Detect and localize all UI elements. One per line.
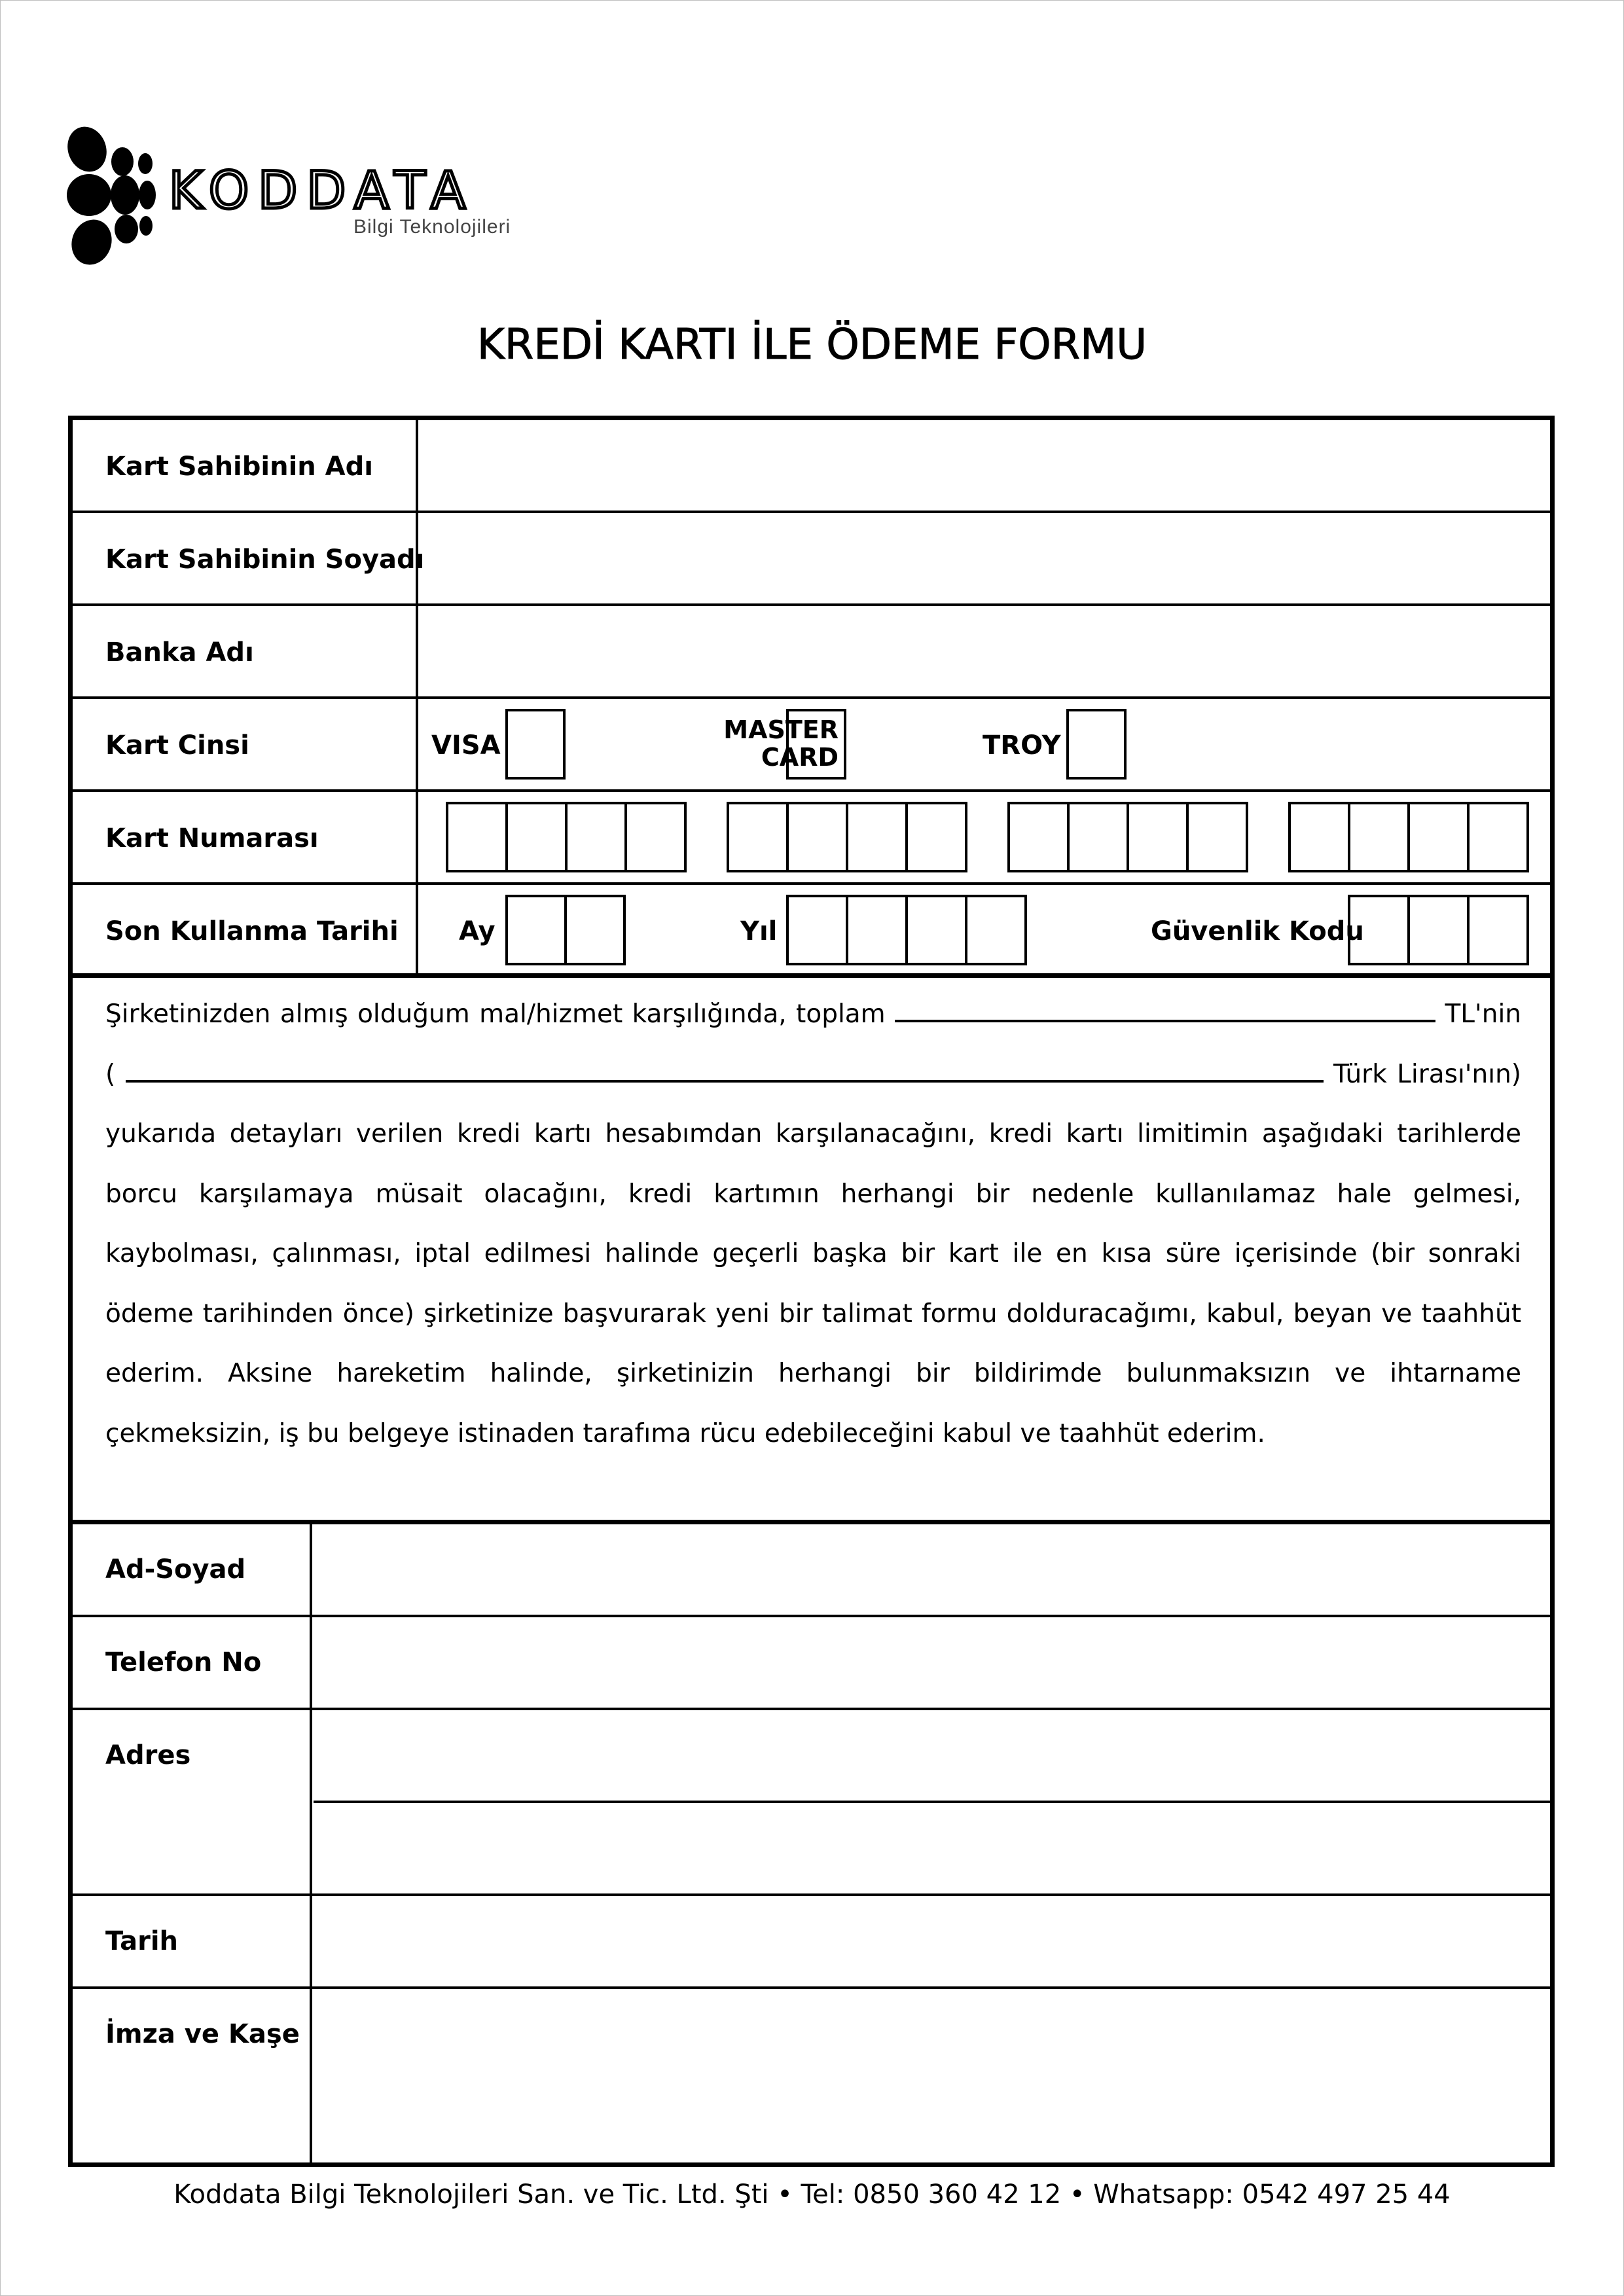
row-expiry xyxy=(73,885,1550,978)
total-amount-blank[interactable] xyxy=(895,1013,1435,1022)
declaration-line2-end: Türk Lirası'nın) xyxy=(1333,1059,1521,1089)
declaration-line1-start: Şirketinizden almış olduğum mal/hizmet karşılığında, toplam xyxy=(105,999,886,1029)
troy-label: TROY xyxy=(983,730,1061,761)
amount-in-words-blank[interactable] xyxy=(126,1073,1324,1083)
logo-dots-icon xyxy=(65,124,170,272)
address-field-line-2[interactable] xyxy=(314,1803,1544,1893)
holder-surname-label: Kart Sahibinin Soyadı xyxy=(105,545,425,575)
card-type-label: Kart Cinsi xyxy=(105,730,249,761)
row-phone xyxy=(73,1617,1550,1710)
payment-form xyxy=(68,416,1555,2167)
section-divider xyxy=(73,1520,1550,1524)
date-label: Tarih xyxy=(105,1926,179,1956)
troy-checkbox[interactable] xyxy=(1066,709,1127,780)
address-field-line-1[interactable] xyxy=(314,1710,1550,1803)
signature-field[interactable] xyxy=(314,1989,1544,2161)
holder-name-label: Kart Sahibinin Adı xyxy=(105,452,373,482)
signature-label: İmza ve Kaşe xyxy=(105,2019,300,2049)
year-label: Yıl xyxy=(740,916,778,946)
row-bank-name xyxy=(73,606,1550,699)
bank-name-field[interactable] xyxy=(420,606,1545,696)
phone-label: Telefon No xyxy=(105,1647,262,1677)
row-card-number xyxy=(73,792,1550,885)
security-code-field[interactable] xyxy=(1348,895,1529,965)
declaration-line-1 xyxy=(105,984,1521,1045)
footer-contact: Koddata Bilgi Teknolojileri San. ve Tic. Ltd. Şti • Tel: 0850 360 42 12 • Whatsapp: 0542 497 25 44 xyxy=(173,2179,1451,2210)
month-label: Ay xyxy=(459,916,496,946)
card-number-group-3[interactable] xyxy=(1007,802,1248,872)
page-title: KREDİ KARTI İLE ÖDEME FORMU xyxy=(477,321,1147,369)
row-signature xyxy=(73,1989,1550,2162)
declaration-line1-end: TL'nin xyxy=(1445,999,1521,1029)
svg-text:KODDATA: KODDATA xyxy=(169,165,475,217)
declaration-line2-start: ( xyxy=(105,1059,116,1089)
declaration-text xyxy=(105,984,1521,1463)
logo-subtitle: Bilgi Teknolojileri xyxy=(353,216,511,238)
row-card-type xyxy=(73,699,1550,792)
declaration-line-2 xyxy=(105,1045,1521,1105)
mastercard-checkbox[interactable] xyxy=(786,709,846,780)
logo-wordmark xyxy=(169,165,522,217)
card-number-group-2[interactable] xyxy=(727,802,967,872)
month-field[interactable] xyxy=(505,895,626,965)
bank-name-label: Banka Adı xyxy=(105,637,254,668)
full-name-label: Ad-Soyad xyxy=(105,1554,246,1585)
visa-label: VISA xyxy=(431,730,501,761)
year-field[interactable] xyxy=(786,895,1027,965)
row-full-name xyxy=(73,1524,1550,1617)
holder-surname-field[interactable] xyxy=(420,513,1545,603)
company-logo xyxy=(65,124,524,272)
row-date xyxy=(73,1896,1550,1989)
card-number-label: Kart Numarası xyxy=(105,823,319,853)
row-holder-surname xyxy=(73,513,1550,606)
holder-name-field[interactable] xyxy=(420,420,1545,511)
row-address xyxy=(73,1710,1550,1896)
row-holder-name xyxy=(73,420,1550,513)
mastercard-label-line1: MASTER xyxy=(723,715,839,744)
expiry-label: Son Kullanma Tarihi xyxy=(105,916,399,946)
address-label: Adres xyxy=(105,1740,191,1770)
mastercard-label-line2: CARD xyxy=(761,743,839,772)
full-name-field[interactable] xyxy=(314,1524,1544,1615)
visa-checkbox[interactable] xyxy=(505,709,566,780)
card-number-group-4[interactable] xyxy=(1288,802,1529,872)
card-number-group-1[interactable] xyxy=(446,802,687,872)
date-field[interactable] xyxy=(314,1896,1544,1986)
phone-field[interactable] xyxy=(314,1617,1544,1708)
security-code-label: Güvenlik Kodu xyxy=(1151,916,1364,946)
declaration-body: yukarıda detayları verilen kredi kartı hesabımdan karşılanacağını, kredi kartı limitimin aşağıdaki tarihlerde borcu karşılamaya müsait olacağını, kredi kartımın herhangi bir nedenle kullanılamaz hale gelmesi, kaybolması, çalınması, iptal edilmesi halinde geçerli başka bir kart ile en kısa süre içerisinde (bir sonraki ödeme tarihinden önce) şirketinize başvurarak yeni bir talimat formu dolduracağımı, kabul, beyan ve taahhüt ederim. Aksine hareketim halinde, şirketinizin herhangi bir bildirimde bulunmaksızın ve ihtarname çekmeksizin, iş bu belgeye istinaden tarafıma rücu edebileceğini kabul ve taahhüt ederim. xyxy=(105,1119,1521,1448)
